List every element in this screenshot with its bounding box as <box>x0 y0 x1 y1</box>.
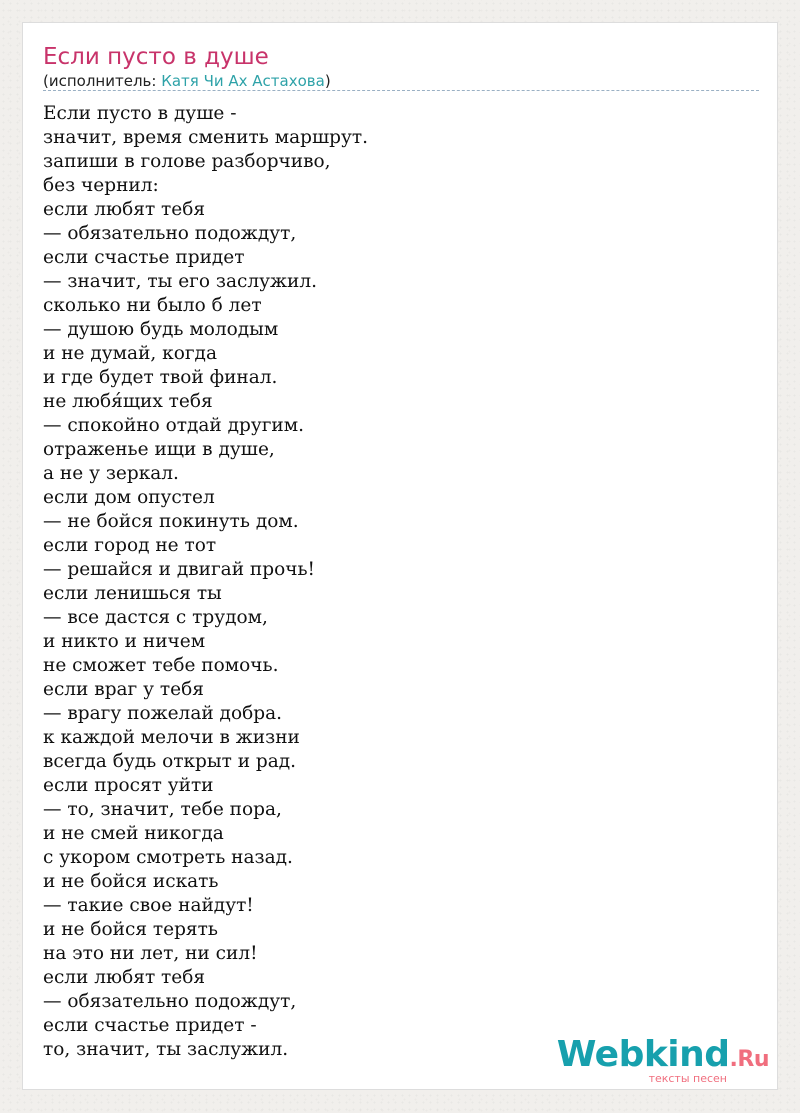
lyric-line: если дом опустел <box>43 487 215 508</box>
lyric-line: всегда будь открыт и рад. <box>43 751 297 772</box>
site-logo <box>556 1034 769 1085</box>
lyric-line: без чернил: <box>43 175 159 196</box>
lyric-line: — обязательно подождут, <box>43 223 297 244</box>
lyric-line: если просят уйти <box>43 775 214 796</box>
lyric-line: — не бойся покинуть дом. <box>43 511 299 532</box>
lyric-line: — решайся и двигай прочь! <box>43 559 315 580</box>
logo-wordmark: Webkind <box>556 1034 730 1075</box>
lyric-line: — все дастся с трудом, <box>43 607 268 628</box>
dashed-divider <box>43 90 759 91</box>
lyric-line: — душою будь молодым <box>43 319 279 340</box>
lyric-line: и где будет твой финал. <box>43 367 278 388</box>
lyric-line: то, значит, ты заслужил. <box>43 1039 289 1060</box>
lyric-line: и никто и ничем <box>43 631 206 652</box>
lyric-line: если счастье придет - <box>43 1015 257 1036</box>
song-title: Если пусто в душе <box>43 44 269 70</box>
artist-link[interactable]: Катя Чи Ах Астахова <box>161 72 325 90</box>
byline-prefix: (исполнитель: <box>43 72 162 90</box>
lyric-line: с укором смотреть назад. <box>43 847 293 868</box>
lyric-line: и не думай, когда <box>43 343 217 364</box>
logo-tagline: тексты песен <box>648 1072 727 1085</box>
logo-tld: .Ru <box>729 1047 769 1072</box>
lyric-line: — значит, ты его заслужил. <box>43 271 317 292</box>
lyric-line: если любят тебя <box>43 199 206 220</box>
lyric-line: значит, время сменить маршрут. <box>43 127 369 148</box>
lyric-line: на это ни лет, ни сил! <box>43 943 258 964</box>
lyric-line: — то, значит, тебе пора, <box>43 799 282 820</box>
lyrics-card <box>22 22 778 1090</box>
lyric-line: если счастье придет <box>43 247 245 268</box>
byline-suffix: ) <box>324 72 331 90</box>
lyric-line: к каждой мелочи в жизни <box>43 727 300 748</box>
lyric-line: не сможет тебе помочь. <box>43 655 279 676</box>
lyric-line: — такие свое найдут! <box>43 895 254 916</box>
lyric-line: если враг у тебя <box>43 679 204 700</box>
lyric-line: если город не тот <box>43 535 217 556</box>
lyric-line: если ленишься ты <box>43 583 222 604</box>
lyrics-text <box>43 102 368 1062</box>
lyric-line: отраженье ищи в душе, <box>43 439 275 460</box>
lyric-line: запиши в голове разборчиво, <box>43 151 331 172</box>
artist-byline <box>43 71 331 91</box>
lyric-line: и не бойся искать <box>43 871 219 892</box>
lyric-line: — спокойно отдай другим. <box>43 415 305 436</box>
lyric-line: а не у зеркал. <box>43 463 179 484</box>
lyric-line: сколько ни было б лет <box>43 295 262 316</box>
lyric-line: если любят тебя <box>43 967 206 988</box>
lyric-line: — врагу пожелай добра. <box>43 703 282 724</box>
lyric-line: и не смей никогда <box>43 823 224 844</box>
lyric-line: и не бойся терять <box>43 919 218 940</box>
lyric-line: — обязательно подождут, <box>43 991 297 1012</box>
lyric-line: Если пусто в душе - <box>43 103 237 124</box>
lyric-line: не любя́щих тебя <box>43 391 213 412</box>
